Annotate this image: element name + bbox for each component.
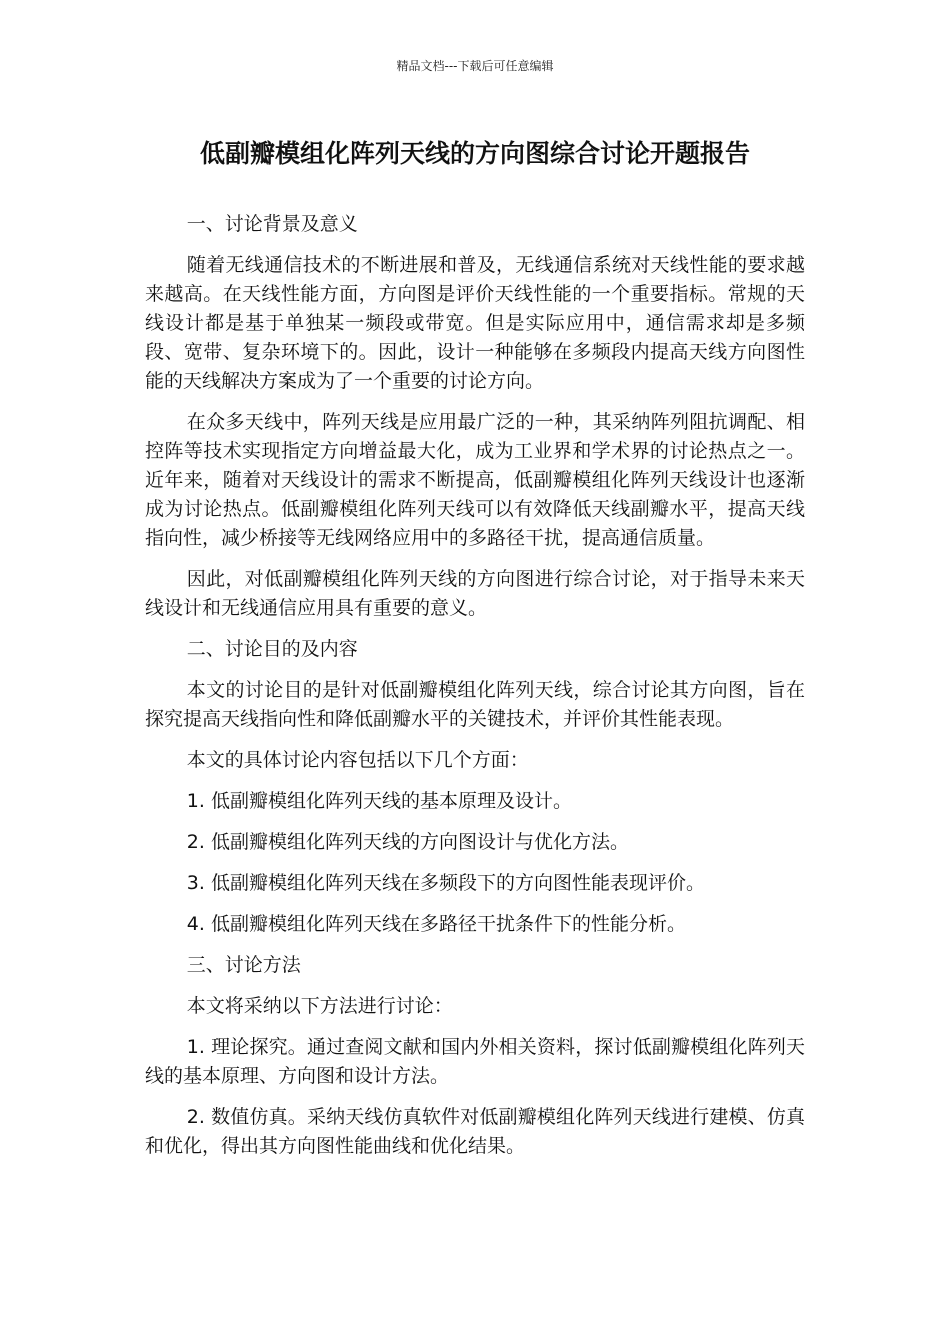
list-item: 4. 低副瓣模组化阵列天线在多路径干扰条件下的性能分析。 — [186, 913, 686, 935]
section-heading-purpose: 二、讨论目的及内容 — [186, 638, 358, 660]
body-paragraph: 本文的讨论目的是针对低副瓣模组化阵列天线，综合讨论其方向图，旨在探究提高天线指向性和降低副瓣水平的关键技术，并评价其性能表现。 — [145, 679, 805, 730]
page-header: 精品文档---下载后可任意编辑 — [396, 59, 554, 73]
list-item: 2. 数值仿真。采纳天线仿真软件对低副瓣模组化阵列天线进行建模、仿真和优化，得出其方向图性能曲线和优化结果。 — [145, 1106, 805, 1157]
body-paragraph: 本文的具体讨论内容包括以下几个方面： — [186, 749, 529, 771]
list-item: 1. 理论探究。通过查阅文献和国内外相关资料，探讨低副瓣模组化阵列天线的基本原理、方向图和设计方法。 — [145, 1036, 805, 1087]
body-paragraph: 随着无线通信技术的不断进展和普及，无线通信系统对天线性能的要求越来越高。在天线性能方面，方向图是评价天线性能的一个重要指标。常规的天线设计都是基于单独某一频段或带宽。但是实际应用中，通信需求却是多频段、宽带、复杂环境下的。因此，设计一种能够在多频段内提高天线方向图性能的天线解决方案成为了一个重要的讨论方向。 — [145, 254, 805, 392]
document-title: 低副瓣模组化阵列天线的方向图综合讨论开题报告 — [199, 139, 750, 168]
body-paragraph: 在众多天线中，阵列天线是应用最广泛的一种，其采纳阵列阻抗调配、相控阵等技术实现指定方向增益最大化，成为工业界和学术界的讨论热点之一。近年来，随着对天线设计的需求不断提高，低副瓣模组化阵列天线设计也逐渐成为讨论热点。低副瓣模组化阵列天线可以有效降低天线副瓣水平，提高天线指向性，减少桥接等无线网络应用中的多路径干扰，提高通信质量。 — [145, 411, 805, 549]
body-paragraph: 本文将采纳以下方法进行讨论： — [186, 995, 453, 1017]
body-paragraph: 因此，对低副瓣模组化阵列天线的方向图进行综合讨论，对于指导未来天线设计和无线通信应用具有重要的意义。 — [145, 568, 805, 619]
list-item: 3. 低副瓣模组化阵列天线在多频段下的方向图性能表现评价。 — [186, 872, 705, 894]
section-heading-background: 一、讨论背景及意义 — [186, 213, 358, 235]
document-body — [145, 210, 805, 1173]
list-item: 1. 低副瓣模组化阵列天线的基本原理及设计。 — [186, 790, 572, 812]
section-heading-methods: 三、讨论方法 — [186, 954, 301, 976]
list-item: 2. 低副瓣模组化阵列天线的方向图设计与优化方法。 — [186, 831, 629, 853]
